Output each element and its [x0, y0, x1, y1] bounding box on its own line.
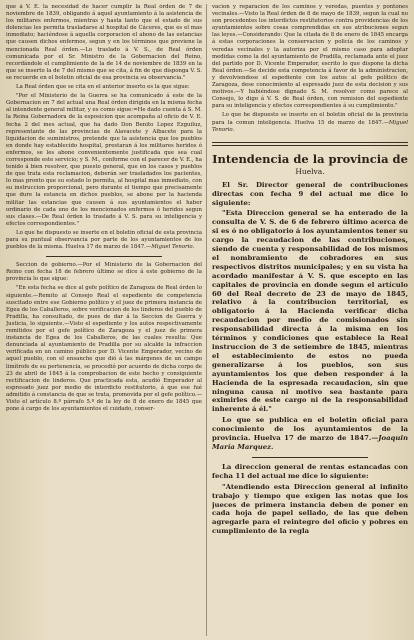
section-subheading: Huelva. [295, 166, 325, 176]
left-paragraph-4-text: Lo que he dispuesto se inserte en el boletin oficial de esta provincia para su puntual observancia por parte de los ayuntamientos de los pueblos de la misma. Huelva 17 de marzo de 1847.— [6, 229, 202, 251]
section-double-rule [212, 142, 408, 146]
right-paragraph-2-text: Lo que he dispuesto se inserte en el boletin oficial de la provincia para la comun inteligencia. Huelva 15 de marzo de 1847.— [212, 112, 408, 126]
left-paragraph-4 [6, 230, 202, 251]
left-column [6, 4, 202, 636]
right-paragraph-5-text: Lo que se publica en el boletin oficial para conocimiento de los ayuntamientos de la provincia. Huelva 17 de marzo de 1847.— [212, 416, 408, 443]
right-paragraph-6: La direccion general de rentas estancadas con fecha 11 del actual me dice lo siguiente: [212, 462, 408, 480]
section-heading: Intendencia de la provincia de [212, 151, 408, 166]
left-paragraph-3: "Por el Ministerio de la Guerra se ha comunicado á este de la Gobernacion en 7 del actual una Real órden dirigida en la misma fecha al intendente general militar, y es como sigue:=He dado cuenta á S. M. la Reina Gobernadora de la esposicion que acompaña al oficio de V. E. fecha 2 del mes actual, que ha dado Don Benito Lopez Ezguiluz, representante de las provincias de Alavacete y Albacete para la liquidacion de suministros, pretende que la asistencia que los pueblos en donde hay establecido hospital, prestaran á los militares heridos ó enfermos, se les abone convenientemente justificada que sea cual corresponde este servicio; y S. M., conforme con el parecer de V. E., ha tenido á bien resolver, que puesto general, que en los casos y pueblos de que trata esta reclamacion, deberán ser trasladados los pacientes, lo mas pronto que su estado lo permita, al hospital mas inmediato, con su instruccion proporcional, pero durante el tiempo que precisamente que dure la estancia en dichos pueblos, se abone por la hacienda militar las estancias que causen á sus ayuntamientos el haber ordinario de cada uno de los mencionados enfermos ó heridos segun sus clases.—De Real órden lo traslado á V. S. para su inteligencia y efectos correspondientes." [6, 93, 202, 227]
right-paragraph-3: El Sr. Director general de contribuciones directas con fecha 9 del actual me dice lo siguiente: [212, 180, 408, 207]
signature-tenorio-1: Miguel Tenorio. [151, 244, 195, 251]
left-paragraph-6: "En esta fecha se dice al gefe político de Zaragoza de Real órden lo siguiente.—Remito al Consejo Real el espediente de competencia suscitado entre ese Gobierno político y el juez de primera instancia de Egea de los Caballeros, sobre verificacion de los linderos del pueblo de Pradilla, ha consultado, de pues de dar á la Seccion de Guerra y Justicia, lo siguiente.—Visto el espediente y los autos respectivamente remitidos por el gefe político de Zaragoza y el juez de primera instancia de Egea de los Caballeros, de las cuales resulta: Que denunciada al ayuntamiento de Pradilla por su alcalde la infraccion verificada en un camino público por D. Vicente Emperador, vecino de aquel pueblo, con el ensanche que dió á las márgenes de un campo limítrofe de su pertenencia, se procedió por acuerdo de dicha corpo de 23 de abril de 1845 á la comprobacion de este hecho y consiguiente rectificacion de linderos. Que practicada esta, acudió Emperador al espresado juez por medio de interdicto restitutorio, á que ese fué admitido á constancia de que se trata, promovida por el gefe político.—Visto el artículo 8.º párrafo 5.º de la ley de 8 de enero de 1845 que pone á cargo de los ayuntamientos el cuidado, conser- [6, 285, 202, 413]
column-divider [206, 4, 207, 636]
right-paragraph-1: vacion y reparacion de los caminos y veredas, puentes y pontones vecinales.—Visto la Real órden de 8 de mayo de 1839, segun la cual no son procedentes los interdictos restitutorios contra providencias de los ayuntamientos sobre cosas comprendidas en sus atribuciones segun las leyes.—Considerando: Que la citada de 8 de enero de 1845 encarga á estas corporaciones la conservacion y policía de los caminos y veredas vecinales y la autoriza por el mismo caso para adoptar medidas como la del ayuntamiento de Pradilla, reclamada ante el juez del partido por D. Vicente Emperador, escrito lo que dispone la dicha Real órden.—Se decide esta competencia á favor de la administracion, y devolviendose el espediente con los autos al gefe político de Zaragoza, dese conocimiento al espresado juez de esta decision y sus motivos.—Y habiéndose dignado S. M. resolver como parece al Consejo, lo digo á V. S. de Real órden, con remision del espediente para su inteligencia y efectos correspondientes á su cumplimiento." [212, 4, 408, 110]
right-paragraph-4: "Esta Direccion general se ha enterado de la consulta de V. S. de 6 de febrero último acerca de si es ó no obligatorio á los ayuntamientos tener su cargo la recaudacion de las contribuciones, siendo de cuenta y responsabilidad de los mismos el nombramiento de cobradores en sus respectivos distritos municipales; y en su vista ha acordado manifestar á V. S. que escepto en las capitales de provincia en donde segun el artículo 60 del Real decreto de 23 de mayo de 1845, relativo á la contribucion territorial, es obligatorio á la Hacienda verificar dicha recaudacion por medio de comisionados sin responsabilidad directa á la misma en los términos y condiciones que establece la Real instruccion de 3 de setiembre de 1845, mientras el establecimiento de estos no pueda generalizarse á los pueblos, son sus ayuntamientos los que deben responder á la Hacienda de la espresada recaudacion, sin que ninguna causa ni motivo sea bastante para eximirles de este cargo ni de la responsabilidad inherente á él." [212, 209, 408, 414]
right-paragraph-5 [212, 416, 408, 452]
section-rule-2 [252, 457, 368, 458]
left-paragraph-2: La Real órden que se cita en el anterior inserto es la que sigue: [16, 84, 190, 91]
signature-marquez: Joaquin María Marquez. [212, 434, 408, 451]
right-column [212, 4, 408, 636]
left-paragraph-5: Seccion de gobierno.—Por el Ministerio de la Gobernacion del Reino con fecha 18 de febrero último se dice á este gobierno de la provincia lo que sigue: [6, 262, 202, 283]
signature-tenorio-2: Miguel Tenorio. [212, 119, 408, 133]
right-paragraph-2 [212, 112, 408, 133]
left-paragraph-1: que á V. E. la necesidad de hacer cumplir la Real órden de 7 de noviembre de 1839, obligando á aquel ayuntamiento á la asistencia de los militares enfermos, mientras y hasta tanto que el estado de sus dolencias les permita trasladarse al hospital de Cáceres, que es el mas inmediato; haciéndose á aquella corporacion el abono de las estancias que causen dichos enfermos, segun y en los términos que previene la mencionada Real órden.—Lo traslado á V. S., de Real órden comunicada por el Sr. Ministro de la Gobernacion del Reino, recordándole el cumplimiento de la de 14 de noviembre de 1839 en la que se inserto la de 7 del mismo que se cita, á fin de que disponga V. S. se recuerde en el boletin oficial de esa provincia su observancia." [6, 4, 202, 81]
right-paragraph-7: "Atendiendo esta Direccion general al infinito trabajo y tiempo que exigen las notas que los jueces de primera instancia deben de poner en cada hoja de papel sellado, de las que deben agregarle para el reintegro del oficio y pobres en cumplimiento de la regla [212, 482, 408, 536]
section-rule [46, 256, 162, 257]
